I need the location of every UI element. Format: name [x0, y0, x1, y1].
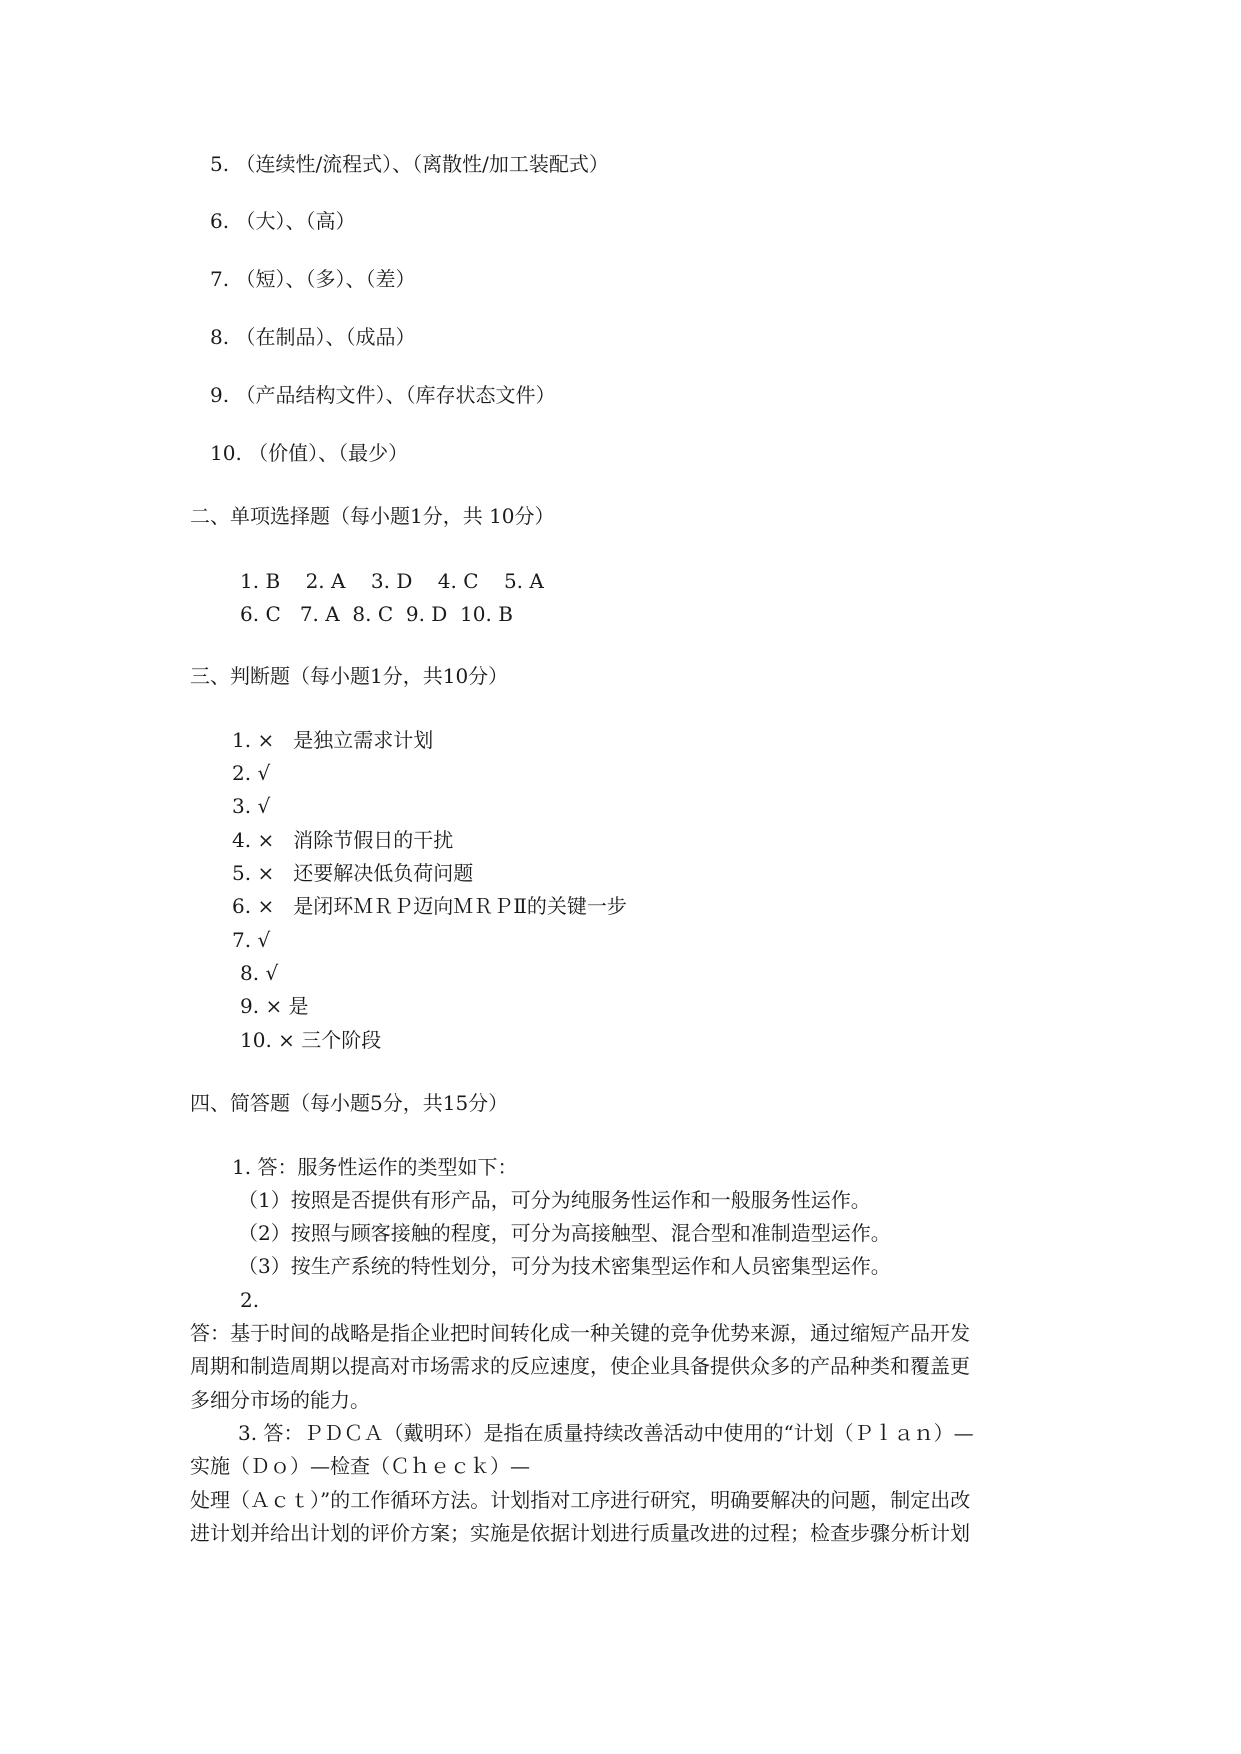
judgment-item-1: 1. × 是独立需求计划 [232, 728, 434, 752]
answer-1-intro: 1. 答：服务性运作的类型如下： [232, 1155, 518, 1179]
fill-answer-5: 5. （连续性/流程式）、（离散性/加工装配式） [210, 152, 609, 176]
answer-1-point-1: （1）按照是否提供有形产品，可分为纯服务性运作和一般服务性运作。 [238, 1188, 871, 1212]
fill-answer-10: 10. （价值）、（最少） [210, 441, 409, 465]
fill-answer-8: 8. （在制品）、（成品） [210, 325, 416, 349]
judgment-item-9: 9. × 是 [240, 994, 309, 1018]
judgment-item-6: 6. × 是闭环ＭＲＰ迈向ＭＲＰⅡ的关键一步 [232, 894, 627, 918]
judgment-item-10: 10. × 三个阶段 [240, 1028, 382, 1052]
answer-1-point-2: （2）按照与顾客接触的程度，可分为高接触型、混合型和准制造型运作。 [238, 1221, 891, 1245]
judgment-item-4: 4. × 消除节假日的干扰 [232, 828, 454, 852]
answer-2-line-2: 周期和制造周期以提高对市场需求的反应速度，使企业具备提供众多的产品种类和覆盖更 [190, 1354, 970, 1378]
section-heading-single-choice: 二、单项选择题（每小题1分，共 10分） [190, 504, 555, 528]
fill-answer-6: 6. （大）、（高） [210, 209, 356, 233]
fill-answer-9: 9. （产品结构文件）、（库存状态文件） [210, 383, 556, 407]
choice-answers-row-1: 1. B 2. A 3. D 4. C 5. A [240, 569, 544, 593]
answer-3-line-1: 3. 答：ＰＤＣＡ（戴明环）是指在质量持续改善活动中使用的“计划（Ｐｌａｎ）— [238, 1421, 974, 1445]
answer-3-line-3: 处理（Ａｃｔ）”的工作循环方法。计划指对工序进行研究，明确要解决的问题，制定出改 [190, 1488, 971, 1512]
judgment-item-8: 8. √ [240, 961, 279, 985]
answer-2-number: 2. [240, 1288, 260, 1312]
fill-answer-7: 7. （短）、（多）、（差） [210, 267, 416, 291]
judgment-item-7: 7. √ [232, 928, 271, 952]
answer-3-line-2: 实施（Ｄｏ）—检查（Ｃｈｅｃｋ）— [190, 1454, 530, 1478]
answer-2-line-3: 多细分市场的能力。 [190, 1388, 370, 1412]
section-heading-short-answer: 四、简答题（每小题5分，共15分） [190, 1091, 509, 1115]
judgment-item-3: 3. √ [232, 794, 271, 818]
answer-1-point-3: （3）按生产系统的特性划分，可分为技术密集型运作和人员密集型运作。 [238, 1254, 891, 1278]
choice-answers-row-2: 6. C 7. A 8. C 9. D 10. B [240, 602, 513, 626]
answer-2-line-1: 答：基于时间的战略是指企业把时间转化成一种关键的竞争优势来源，通过缩短产品开发 [190, 1321, 970, 1345]
answer-3-line-4: 进计划并给出计划的评价方案；实施是依据计划进行质量改进的过程；检查步骤分析计划 [190, 1521, 970, 1545]
judgment-item-2: 2. √ [232, 761, 271, 785]
section-heading-true-false: 三、判断题（每小题1分，共10分） [190, 664, 509, 688]
judgment-item-5: 5. × 还要解决低负荷问题 [232, 861, 474, 885]
